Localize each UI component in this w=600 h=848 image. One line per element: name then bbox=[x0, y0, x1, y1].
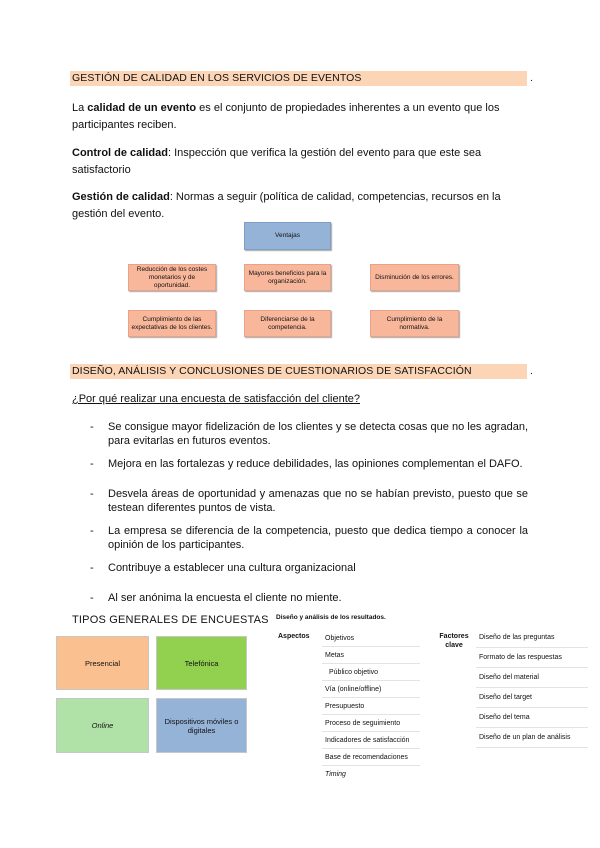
diagram-box: Reducción de los costes monetarios y de oportunidad. bbox=[128, 264, 216, 291]
survey-type-online: Online bbox=[56, 698, 149, 753]
diagram-box: Disminución de los errores. bbox=[370, 264, 459, 291]
factor-item: Diseño del material bbox=[476, 668, 588, 688]
factor-item: Diseño de un plan de análisis bbox=[476, 728, 588, 748]
reasons-list bbox=[90, 420, 528, 605]
factors-label: Factores clave bbox=[439, 633, 469, 649]
definition-text: : Normas a seguir (política de calidad, competencias, recursos en la gestión del evento. bbox=[72, 191, 501, 220]
diagram-box: Mayores beneficios para la organización. bbox=[244, 264, 331, 291]
aspect-item: Vía (online/offline) bbox=[322, 681, 420, 698]
list-item: - Al ser anónima la encuesta el cliente no miente. bbox=[90, 591, 528, 605]
heading-dot: . bbox=[529, 365, 533, 377]
definition-prefix: La bbox=[72, 102, 88, 114]
survey-type-presencial: Presencial bbox=[56, 636, 149, 690]
section-heading-diseno bbox=[70, 364, 533, 379]
aspect-item: Proceso de seguimiento bbox=[322, 715, 420, 732]
aspect-item: Público objetivo bbox=[322, 664, 420, 681]
definition-term: Control de calidad bbox=[72, 147, 168, 159]
list-item: - Contribuye a establecer una cultura organizacional bbox=[90, 561, 528, 575]
definition-calidad bbox=[72, 100, 528, 134]
section-heading-text: DISEÑO, ANÁLISIS Y CONCLUSIONES DE CUESTIONARIOS DE SATISFACCIÓN bbox=[72, 365, 472, 377]
factor-item: Diseño del tema bbox=[476, 708, 588, 728]
analysis-title: Diseño y análisis de los resultados. bbox=[276, 614, 386, 621]
section-heading-text: GESTIÓN DE CALIDAD EN LOS SERVICIOS DE EVENTOS bbox=[72, 72, 362, 84]
factor-item: Diseño del target bbox=[476, 688, 588, 708]
aspects-label: Aspectos bbox=[278, 633, 310, 640]
definition-term: calidad de un evento bbox=[87, 102, 197, 114]
survey-type-telefonica: Telefónica bbox=[156, 636, 247, 690]
aspect-item: Indicadores de satisfacción bbox=[322, 732, 420, 749]
survey-type-dispositivos: Dispositivos móviles o digitales bbox=[156, 698, 247, 753]
list-item: - La empresa se diferencia de la competencia, puesto que dedica tiempo a conocer la opinión de los participantes. bbox=[90, 524, 528, 552]
question-heading: ¿Por qué realizar una encuesta de satisfacción del cliente? bbox=[72, 393, 361, 405]
list-item: - Se consigue mayor fidelización de los clientes y se detecta cosas que no les agradan, para evitarlas en futuros eventos. bbox=[90, 420, 528, 448]
aspect-item: Objetivos bbox=[322, 630, 420, 647]
definition-control bbox=[72, 145, 528, 179]
section-heading-gestion bbox=[70, 71, 533, 86]
list-item: - Mejora en las fortalezas y reduce debilidades, las opiniones complementan el DAFO. bbox=[90, 457, 528, 471]
aspect-item: Metas bbox=[322, 647, 420, 664]
definition-text: es el conjunto de propiedades inherentes a un evento que los participantes reciben. bbox=[72, 102, 500, 131]
factor-item: Diseño de las preguntas bbox=[476, 628, 588, 648]
diagram-box: Diferenciarse de la competencia. bbox=[244, 310, 331, 337]
definition-text: : Inspección que verifica la gestión del evento para que este sea satisfactorio bbox=[72, 147, 482, 176]
list-item: - Desvela áreas de oportunidad y amenazas que no se habían previsto, puesto que se testean diferentes puntos de vista. bbox=[90, 487, 528, 515]
heading-dot: . bbox=[529, 72, 533, 84]
aspect-item: Base de recomendaciones bbox=[322, 749, 420, 766]
definition-gestion bbox=[72, 189, 528, 223]
aspect-item: Presupuesto bbox=[322, 698, 420, 715]
tipos-title: TIPOS GENERALES DE ENCUESTAS bbox=[72, 614, 269, 626]
aspect-item: Timing bbox=[325, 771, 346, 778]
definition-term: Gestión de calidad bbox=[72, 191, 170, 203]
factor-item: Formato de las respuestas bbox=[476, 648, 588, 668]
diagram-box: Cumplimiento de la normativa. bbox=[370, 310, 459, 337]
diagram-box: Cumplimiento de las expectativas de los clientes. bbox=[128, 310, 216, 337]
diagram-top-box: Ventajas bbox=[244, 222, 331, 250]
